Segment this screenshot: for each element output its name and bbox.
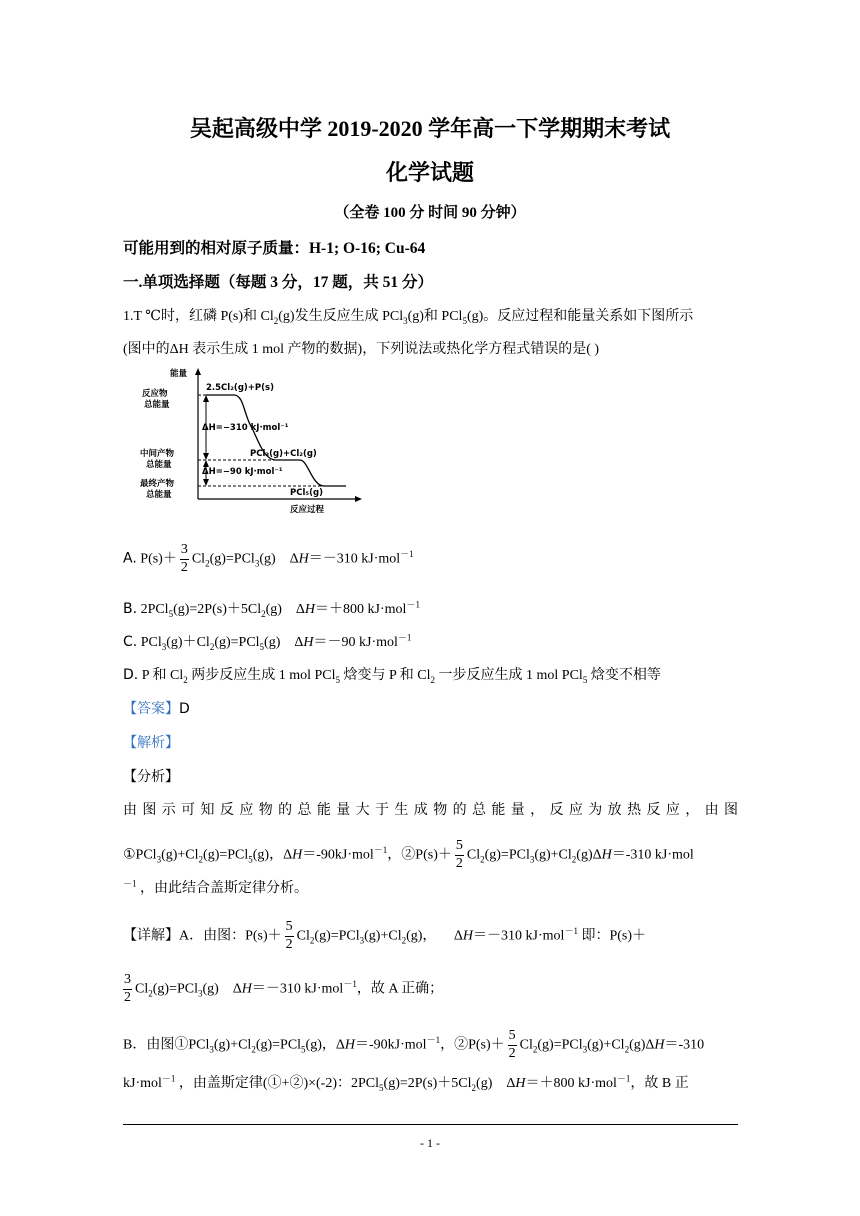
footer-rule [123,1124,738,1125]
level1-label-a: 反应物 [142,389,168,399]
exam-meta: （全卷 100 分 时间 90 分钟） [334,205,526,221]
detail-line1: 【详解】A．由图：P(s)＋ $\frac{5}{2}$ $Cl_2(g)=PCl_3(g)+Cl_2(g)$， ΔH＝－310 kJ·mol$^{-1}$ 即：P(s)＋ [123,919,647,952]
y-axis-label: 能量 [170,369,188,379]
species-reactants: 2.5Cl₂(g)+P(s) [206,383,274,393]
species-intermediate: PCl₃(g)+Cl₂(g) [250,449,317,459]
detail-line2: $\frac{3}{2}$ $Cl_2(g)=PCl_3(g)$ ΔH＝－310 kJ·mol$^{-1}$，故 A 正确； [124,972,444,1005]
delta-h-2: ΔH=−90 kJ·mol⁻¹ [202,467,283,477]
atomic-masses: 可能用到的相对原子质量：H-1; O-16; Cu-64 [123,240,426,257]
option-a: A. P(s)＋ $\frac{3}{2}$ $Cl_2(g)=PCl_3(g)$ ΔH＝－310 kJ·mol$^{-1}$ [123,542,414,575]
section-heading: 一.单项选择题（每题 3 分，17 题，共 51 分） [123,274,434,291]
species-product: PCl₅(g) [290,488,323,498]
answer-line [123,698,190,718]
question-1-stem-line1: 1.T ℃时，红磷 P(s)和 $Cl_2(g)$发生反应生成 PCl$_3$(g)和 PCl$_5$(g)。反应过程和能量关系如下图所示 [123,309,694,326]
fenxi-line1: 由图示可知反应物的总能量大于生成物的总能量，反应为放热反应，由图 [123,803,738,818]
fenxi-line3: $^{-1}$ ，由此结合盖斯定律分析。 [123,878,309,896]
answer-tag: 【答案】 [123,702,179,717]
x-axis-label: 反应过程 [290,505,325,515]
question-1-stem-line2: (图中的ΔH 表示生成 1 mol 产物的数据)，下列说法或热化学方程式错误的是( ) [123,342,600,357]
exam-title: 吴起高级中学 2019-2020 学年高一下学期期末考试 [189,116,671,141]
delta-h-1: ΔH=−310 kJ·mol⁻¹ [202,423,289,433]
option-c: C. $PCl_3(g)+Cl_2(g)=PCl_5(g)$ ΔH＝－90 kJ·mol$^{-1}$ [123,632,412,652]
level3-label-b: 总能量 [146,490,172,500]
analysis-tag: 【解析】 [123,736,179,751]
detail-line4: kJ·mol$^{-1}$ ，由盖斯定律(①+②)×(-2)：$2PCl_5(g)=2P(s)+5Cl_2(g)$ ΔH＝＋800 kJ·mol$^{-1}$，故 B 正 [123,1073,689,1093]
level3-label-a: 最终产物 [140,479,175,489]
fenxi-line2: $①PCl_3(g)+Cl_2(g)=PCl_5(g)$，ΔH＝-90kJ·mol$^{-1}$，②P(s)＋ $\frac{5}{2}$ $Cl_2(g)=PCl_3(g)+Cl_2(g)\Delta H=-310$ kJ·mol [123,838,694,871]
level2-label-a: 中间产物 [140,449,175,459]
level1-label-b: 总能量 [144,400,170,410]
detail-line3: B．由图$①PCl_3(g)+Cl_2(g)=PCl_5(g)$，ΔH＝-90kJ·mol$^{-1}$，②P(s)＋ $\frac{5}{2}$ $Cl_2(g)=PCl_3(g)+Cl_2(g)\Delta H=-310$ [123,1028,705,1061]
energy-diagram [140,366,364,516]
level2-label-b: 总能量 [146,460,172,470]
page-number: - 1 - [420,1136,440,1150]
option-d: D. P 和 $Cl_2$ 两步反应生成 1 mol PCl$_5$ 焓变与 P 和 $Cl_2$ 一步反应生成 1 mol PCl$_5$ 焓变不相等 [123,667,661,685]
option-b: B. $2PCl_5(g)=2P(s)+5Cl_2(g)$ ΔH＝＋800 kJ·mol$^{-1}$ [123,599,420,619]
answer-value: D [179,701,190,717]
subject-title: 化学试题 [385,160,474,185]
fenxi-tag: 【分析】 [123,770,179,785]
